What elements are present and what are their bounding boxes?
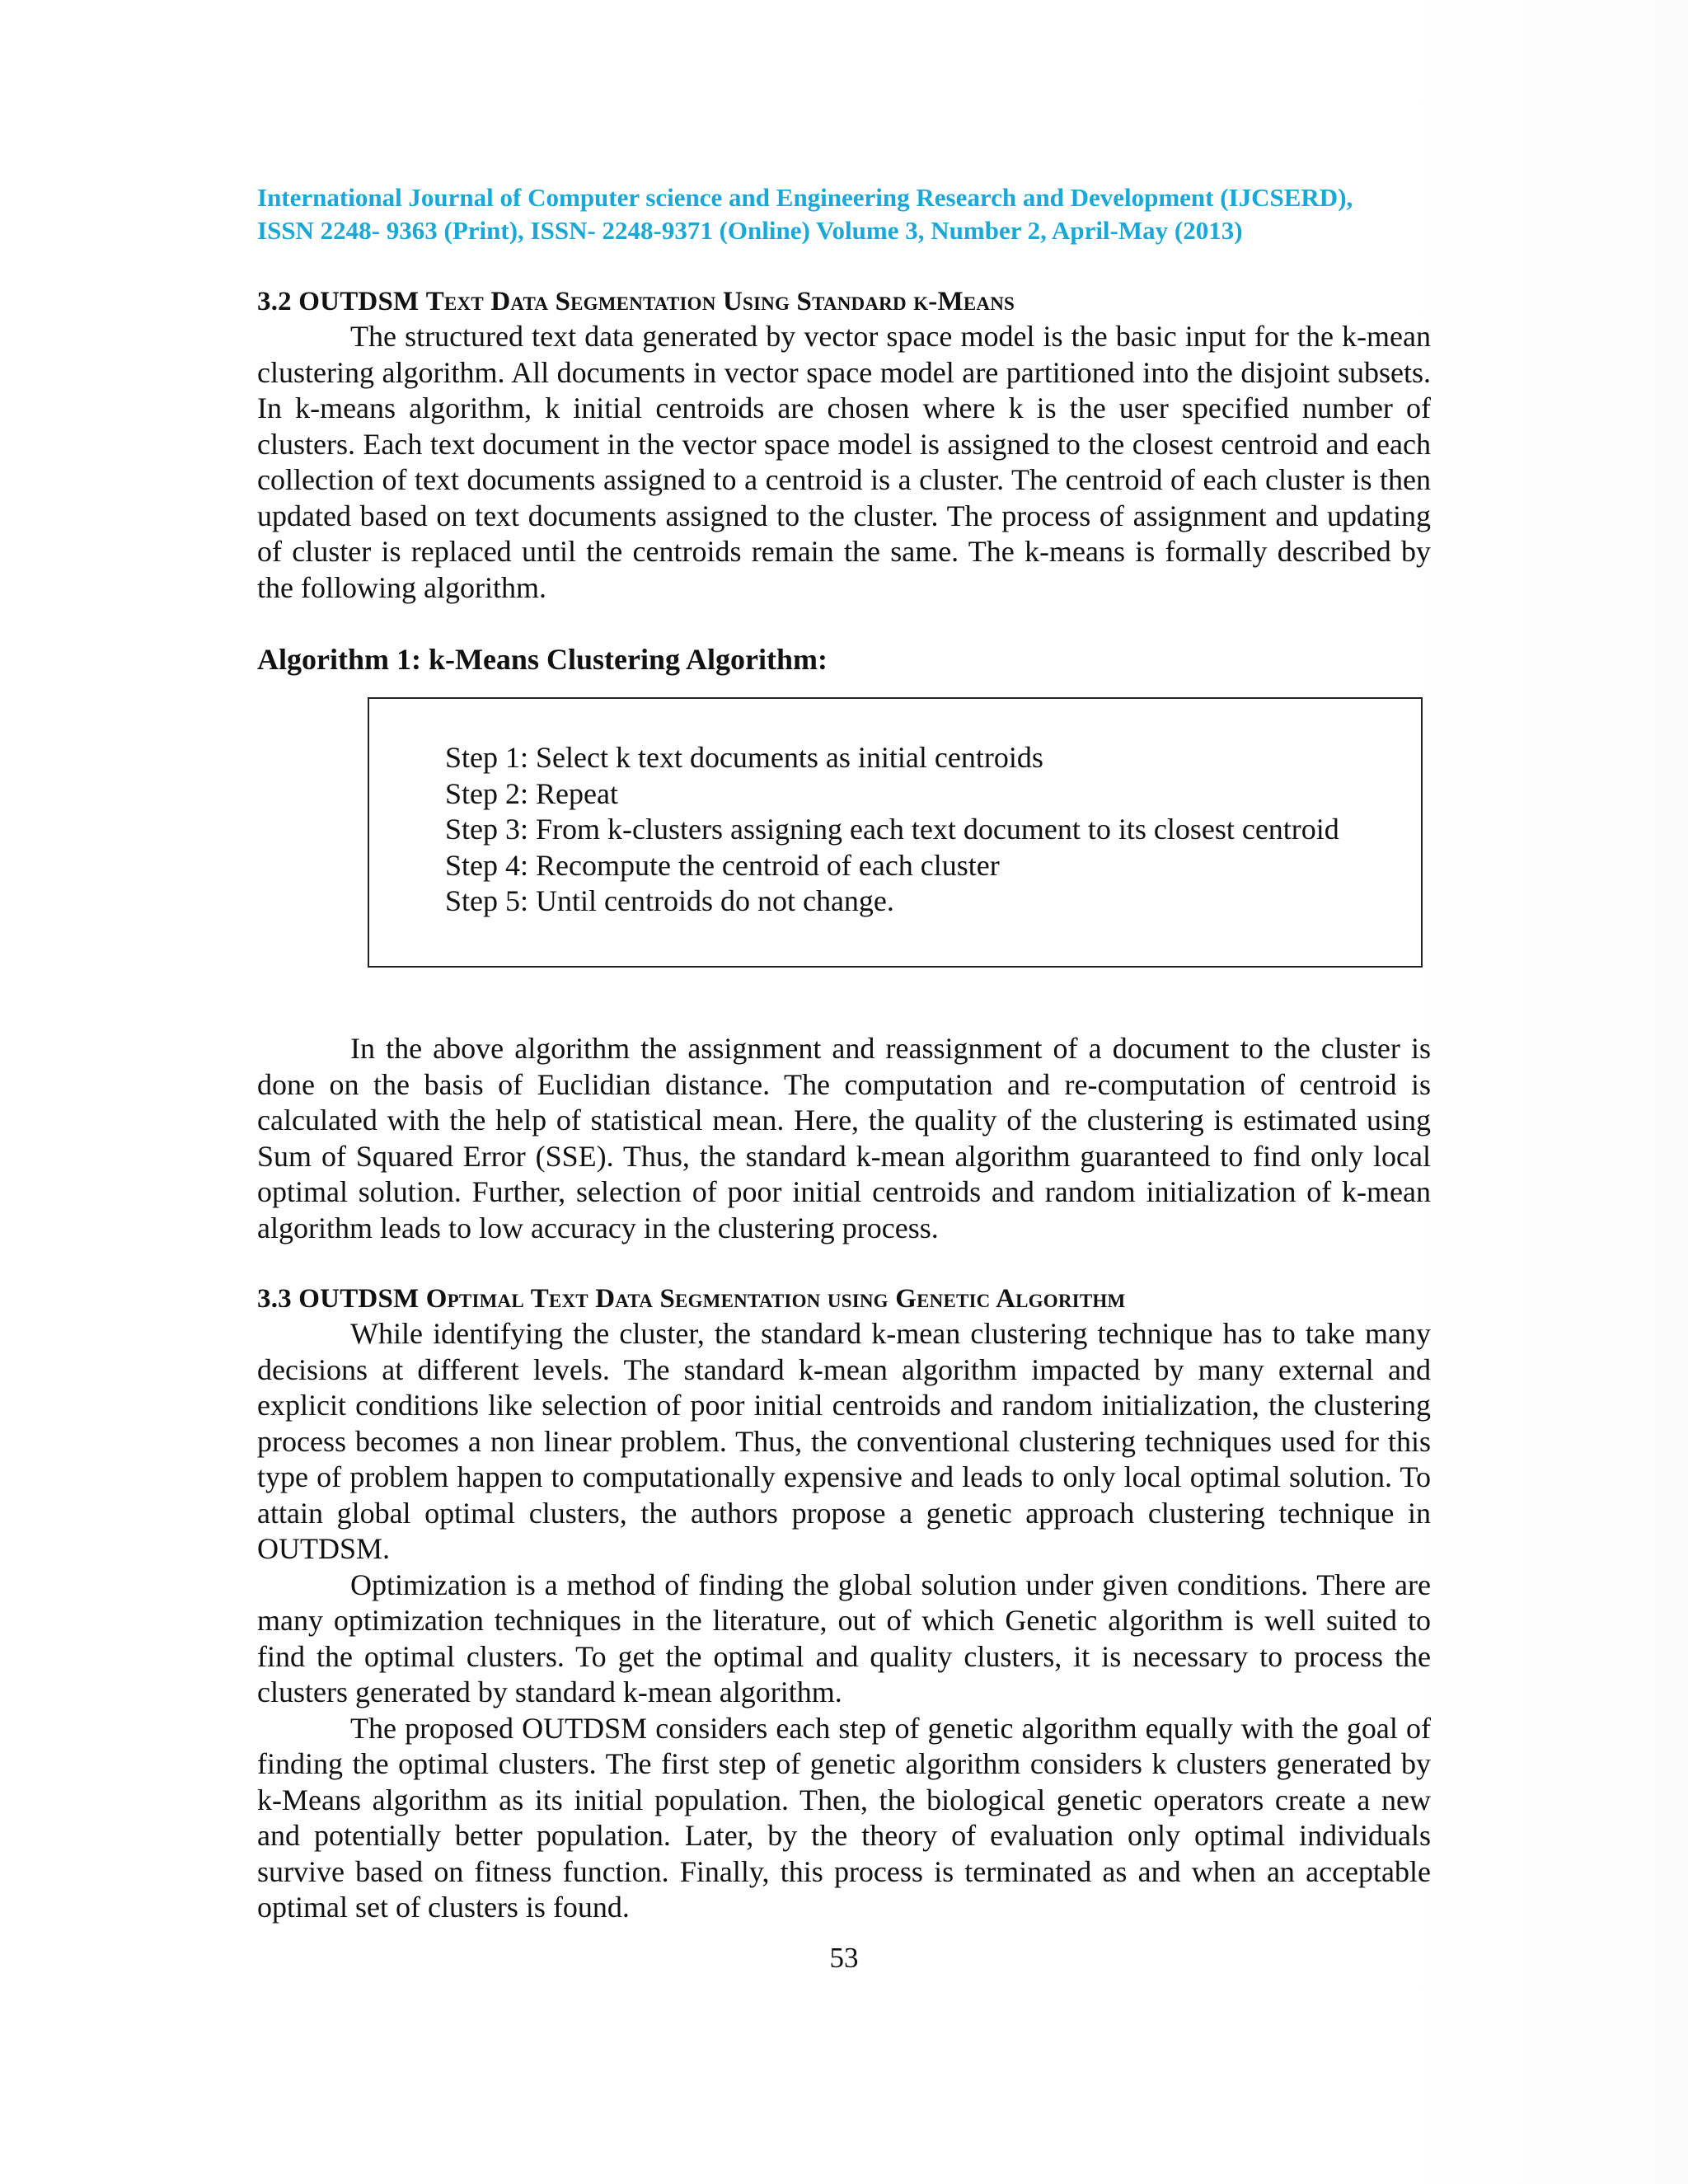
journal-header <box>257 181 1431 247</box>
algorithm-step: Step 2: Repeat <box>445 776 618 810</box>
section-3-2-title: Text Data Segmentation Using Standard k-Means <box>425 287 1015 316</box>
algorithm-title: Algorithm 1: k-Means Clustering Algorithm: <box>257 643 828 676</box>
journal-header-line-1: International Journal of Computer science and Engineering Research and Development (IJCSERD), <box>257 183 1353 212</box>
journal-header-line-2: ISSN 2248- 9363 (Print), ISSN- 2248-9371 (Online) Volume 3, Number 2, April-May (2013) <box>257 216 1243 245</box>
section-3-2-heading <box>257 284 1431 319</box>
page-number: 53 <box>829 1942 859 1974</box>
section-3-2-number: 3.2 OUTDSM <box>257 287 426 316</box>
section-3-3-heading <box>257 1282 1431 1316</box>
algorithm-step: Step 4: Recompute the centroid of each cluster <box>445 848 1000 882</box>
post-algorithm-paragraph: In the above algorithm the assignment and reassignment of a document to the cluster is done on the basis of Euclidian distance. The computation and re-computation of centroid is calculated with the help of statistical mean. Here, the quality of the clustering is estimated using Sum of Squared Error (SSE). Thus, the standard k-mean algorithm guaranteed to find only local optimal solution. Further, selection of poor initial centroids and random initialization of k-mean algorithm leads to low accuracy in the clustering process. <box>257 1032 1431 1244</box>
algorithm-step: Step 5: Until centroids do not change. <box>445 884 894 917</box>
section-3-3-paragraph-1: While identifying the cluster, the standard k-mean clustering technique has to take many decisions at different levels. The standard k-mean algorithm impacted by many external and explicit conditions like selection of poor initial centroids and random initialization, the clustering process becomes a non linear problem. Thus, the conventional clustering techniques used for this type of problem happen to computationally expensive and leads to only local optimal solution. To attain global optimal clusters, the authors propose a genetic approach clustering technique in OUTDSM. <box>257 1317 1431 1565</box>
algorithm-box <box>368 697 1423 968</box>
section-3-3-paragraph-3: The proposed OUTDSM considers each step of genetic algorithm equally with the goal of finding the optimal clusters. The first step of genetic algorithm considers k clusters generated by k-Means algorithm as its initial population. Then, the biological genetic operators create a new and potentially better population. Later, by the theory of evaluation only optimal individuals survive based on fitness function. Finally, this process is terminated as and when an acceptable optimal set of clusters is found. <box>257 1711 1431 1924</box>
section-3-3-number: 3.3 OUTDSM <box>257 1284 426 1314</box>
section-3-3-title: Optimal Text Data Segmentation using Genetic Algorithm <box>425 1284 1126 1314</box>
section-3-3-paragraph-2: Optimization is a method of finding the global solution under given conditions. There are many optimization techniques in the literature, out of which Genetic algorithm is well suited to find the optimal clusters. To get the optimal and quality clusters, it is necessary to process the clusters generated by standard k-mean algorithm. <box>257 1568 1431 1708</box>
page-content <box>257 181 1431 1926</box>
algorithm-step: Step 1: Select k text documents as initial centroids <box>445 741 1043 774</box>
section-3-2-paragraph: The structured text data generated by vector space model is the basic input for the k-mean clustering algorithm. All documents in vector space model are partitioned into the disjoint subsets. In k-means algorithm, k initial centroids are chosen where k is the user specified number of clusters. Each text document in the vector space model is assigned to the closest centroid and each collection of text documents assigned to a centroid is a cluster. The centroid of each cluster is then updated based on text documents assigned to the cluster. The process of assignment and updating of cluster is replaced until the centroids remain the same. The k-means is formally described by the following algorithm. <box>257 320 1431 604</box>
algorithm-step: Step 3: From k-clusters assigning each text document to its closest centroid <box>445 813 1339 846</box>
